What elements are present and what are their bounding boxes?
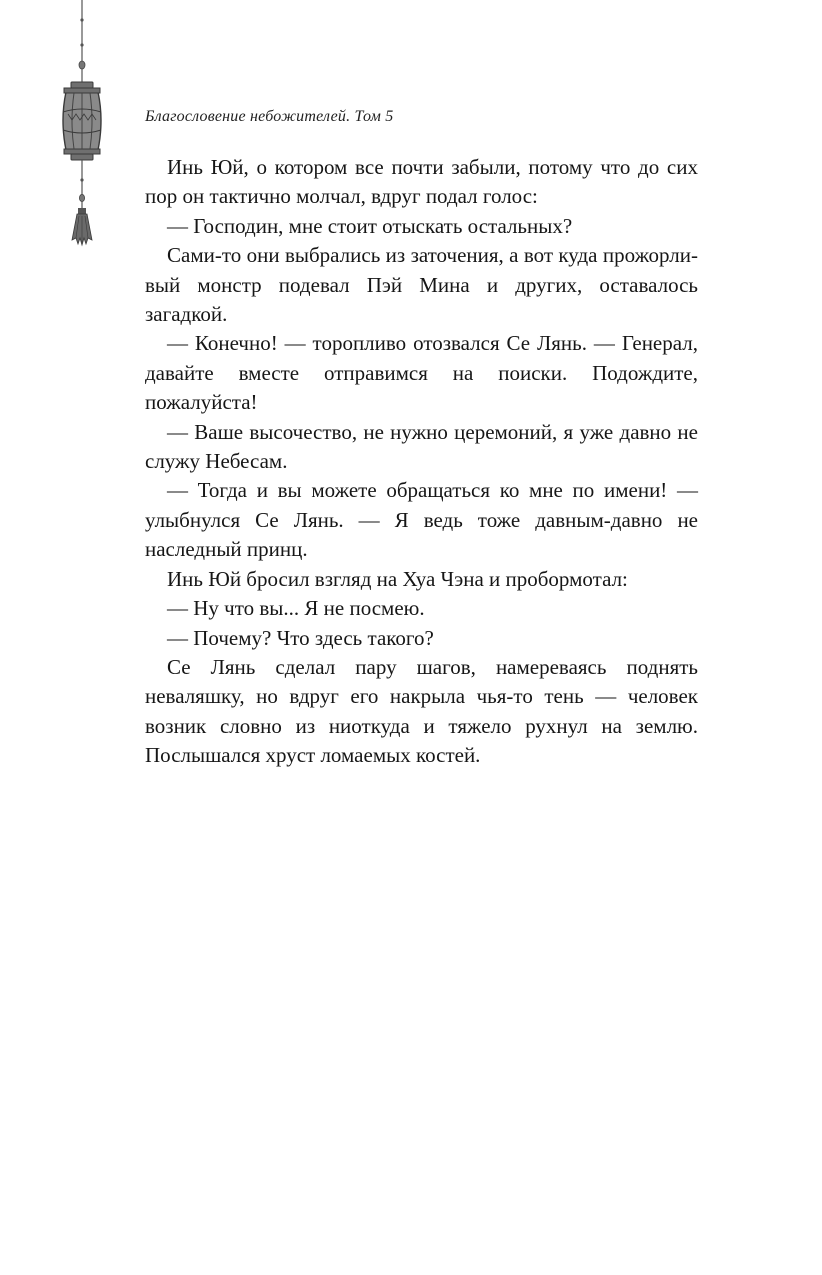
paragraph: — Конечно! — торопливо отозвался Се Лянь. — Генерал, давайте вместе отправимся на поиски. Подождите, пожалуйста! <box>145 331 698 415</box>
paragraph: — Ну что вы... Я не посмею. <box>167 596 425 621</box>
body-text <box>145 153 698 771</box>
paragraph: Се Лянь сделал пару шагов, намереваясь поднять неваляшку, но вдруг его накрыла чья-то тень — человек возник словно из ниоткуда и тяжело рухнул на землю. Послышался хруст ломаемых костей. <box>145 654 698 768</box>
paragraph: — Ваше высочество, не нужно церемоний, я уже давно не служу Небесам. <box>145 419 698 474</box>
paragraph: — Господин, мне стоит отыскать остальных? <box>167 213 573 238</box>
paragraph: — Почему? Что здесь такого? <box>167 625 434 650</box>
paragraph: — Тогда и вы можете обращаться ко мне по имени! — улыбнулся Се Лянь. — Я ведь тоже давным-давно не наследный принц. <box>145 478 698 562</box>
paragraph: Инь Юй бросил взгляд на Хуа Чэна и пробормотал: <box>167 566 628 591</box>
lantern-icon <box>52 0 112 250</box>
paragraph: Инь Юй, о котором все почти забыли, потому что до сих пор он тактично молчал, вдруг подал голос: <box>145 155 698 209</box>
paragraph: Сами-то они выбрались из заточения, а вот куда прожорливый монстр подевал Пэй Мина и других, оставалось загадкой. <box>145 243 698 327</box>
running-header: Благословение небожителей. Том 5 <box>145 108 394 125</box>
